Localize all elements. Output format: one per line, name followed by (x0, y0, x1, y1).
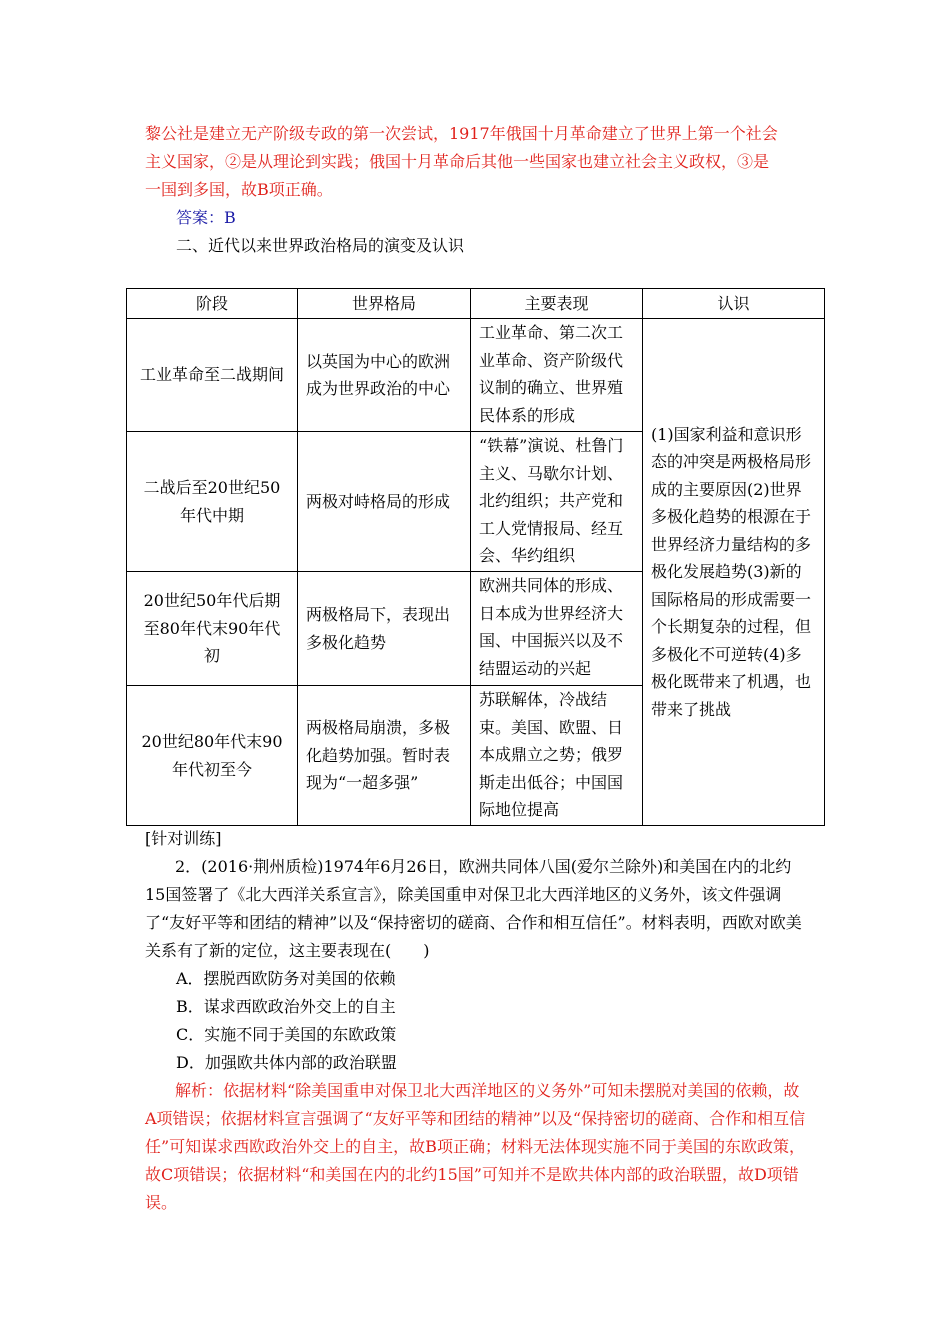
header-recognition: 认识 (643, 289, 825, 319)
header-pattern: 世界格局 (298, 289, 471, 319)
row1-performance: 工业革命、第二次工业革命、资产阶级代议制的确立、世界殖民体系的形成 (471, 319, 643, 432)
option-d: D．加强欧共体内部的政治联盟 (176, 1053, 397, 1072)
row2-performance: “铁幕”演说、杜鲁门主义、马歇尔计划、北约组织；共产党和工人党情报局、经互会、华约组织 (471, 432, 643, 572)
row1-stage: 工业革命至二战期间 (127, 319, 298, 432)
row3-performance: 欧洲共同体的形成、日本成为世界经济大国、中国振兴以及不结盟运动的兴起 (471, 572, 643, 686)
training-label: [针对训练] (145, 829, 222, 848)
intro-line-2: 主义国家，②是从理论到实践；俄国十月革命后其他一些国家也建立社会主义政权，③是 (145, 152, 770, 171)
row2-pattern: 两极对峙格局的形成 (298, 432, 471, 572)
answer-line: 答案：B (176, 208, 236, 227)
row1-pattern: 以英国为中心的欧洲成为世界政治的中心 (298, 319, 471, 432)
option-b: B．谋求西欧政治外交上的自主 (176, 997, 396, 1016)
row2-stage: 二战后至20世纪50年代中期 (127, 432, 298, 572)
row3-pattern: 两极格局下，表现出多极化趋势 (298, 572, 471, 686)
row4-stage: 20世纪80年代末90年代初至今 (127, 686, 298, 826)
row4-pattern: 两极格局崩溃，多极化趋势加强。暂时表现为“一超多强” (298, 686, 471, 826)
question-stem: 2．(2016·荆州质检)1974年6月26日，欧洲共同体八国(爱尔兰除外)和美国在内的北约15国签署了《北大西洋关系宣言》，除美国重申对保卫北大西洋地区的义务外，该文件强调了“友好平等和团结的精神”以及“保持密切的磋商、合作和相互信任”。材料表明，西欧对欧美关系有了新的定位，这主要表现在( ) (145, 857, 802, 960)
intro-line-1: 黎公社是建立无产阶级专政的第一次尝试，1917年俄国十月革命建立了世界上第一个社会 (145, 124, 778, 143)
section-title: 二、近代以来世界政治格局的演变及认识 (176, 236, 465, 255)
intro-line-3: 一国到多国，故B项正确。 (145, 180, 333, 199)
row4-performance: 苏联解体，冷战结束。美国、欧盟、日本成鼎立之势；俄罗斯走出低谷；中国国际地位提高 (471, 686, 643, 826)
option-a: A．摆脱西欧防务对美国的依赖 (176, 969, 396, 988)
header-stage: 阶段 (127, 289, 298, 319)
row3-stage: 20世纪50年代后期至80年代末90年代初 (127, 572, 298, 686)
option-c: C．实施不同于美国的东欧政策 (176, 1025, 397, 1044)
pattern-table (126, 288, 825, 826)
analysis-paragraph: 解析：依据材料“除美国重申对保卫北大西洋地区的义务外”可知未摆脱对美国的依赖，故A项错误；依据材料宣言强调了“友好平等和团结的精神”以及“保持密切的磋商、合作和相互信任”可知谋求西欧政治外交上的自主，故B项正确；材料无法体现实施不同于美国的东欧政策，故C项错误；依据材料“和美国在内的北约15国”可知并不是欧共体内部的政治联盟，故D项错误。 (145, 1081, 806, 1212)
header-performance: 主要表现 (471, 289, 643, 319)
recognition-cell: (1)国家利益和意识形态的冲突是两极格局形成的主要原因(2)世界多极化趋势的根源在于世界经济力量结构的多极化发展趋势(3)新的国际格局的形成需要一个长期复杂的过程，但多极化不可逆转(4)多极化既带来了机遇，也带来了挑战 (643, 319, 825, 826)
